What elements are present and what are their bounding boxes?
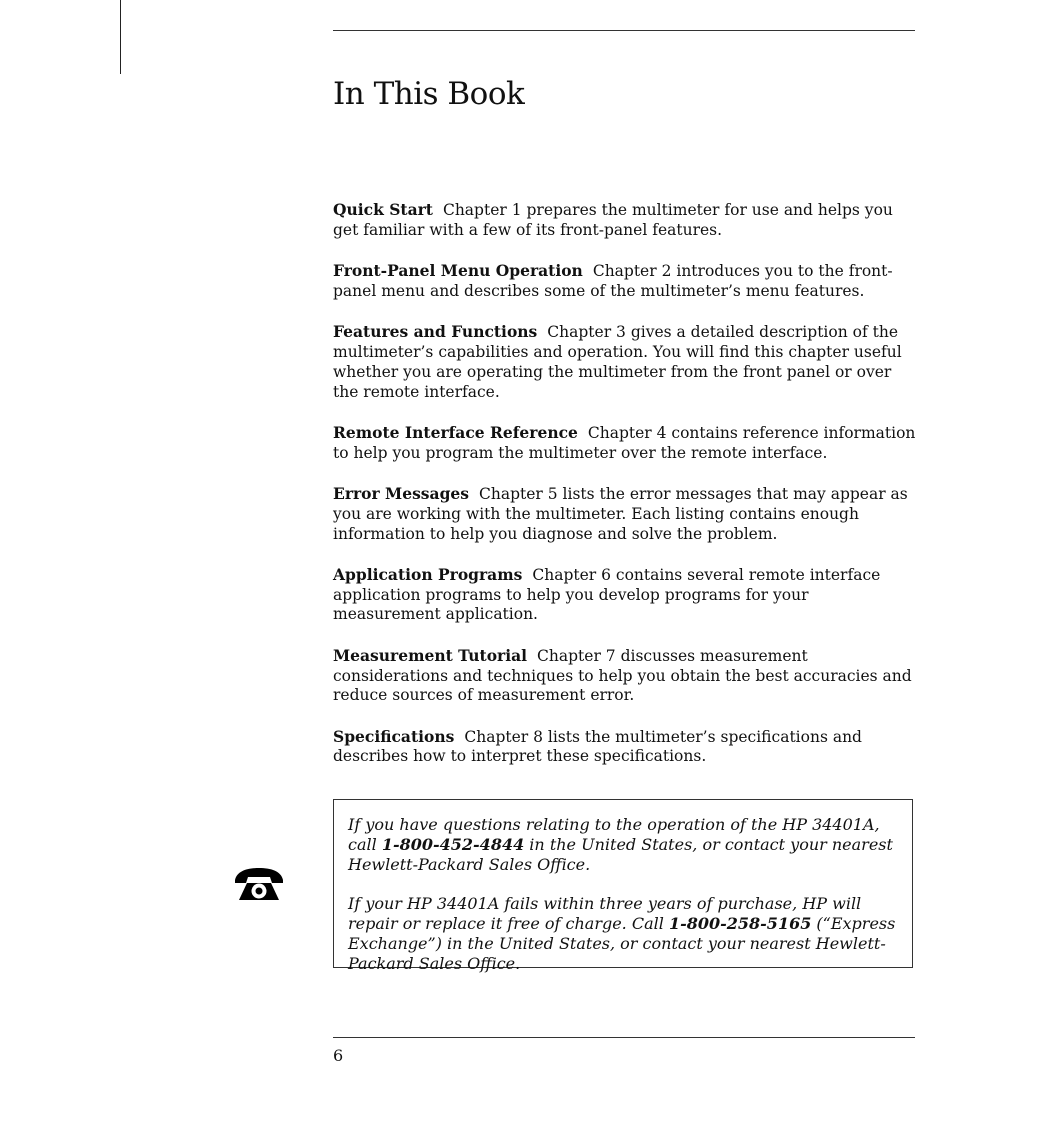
section-front-panel-menu — [333, 261, 918, 302]
section-error-messages — [333, 484, 918, 544]
note-text: If you have questions relating to the operation of the HP 34401A, call — [348, 815, 880, 854]
section-title: Quick Start — [333, 200, 433, 219]
support-note-box — [333, 799, 913, 973]
phone-number: 1-800-258-5165 — [668, 914, 812, 933]
warranty-note — [348, 894, 898, 974]
section-application-programs — [333, 565, 918, 625]
section-body: Chapter 5 lists the error messages that may appear as you are working with the multimeter. Each listing contains enough information to help you diagnose and solve the problem. — [333, 484, 908, 543]
section-title: Measurement Tutorial — [333, 645, 528, 665]
page-title: In This Book — [333, 76, 525, 112]
note-text: If your HP 34401A fails within three years of purchase, HP will repair or replace it free of charge. Call — [348, 894, 862, 933]
section-body: Chapter 1 prepares the multimeter for use and helps you get familiar with a few of its front-panel features. — [333, 201, 893, 239]
section-body: Chapter 4 contains reference information to help you program the multimeter over the remote interface. — [333, 423, 916, 462]
section-body: Chapter 3 gives a detailed description of the multimeter’s capabilities and operation. You will find this chapter useful whether you are operating the multimeter from the front panel or over the remote interface. — [333, 323, 902, 401]
margin-mark — [120, 0, 121, 74]
section-specifications — [333, 727, 918, 768]
support-note — [348, 815, 898, 875]
section-body: Chapter 2 introduces you to the front-panel menu and describes some of the multimeter’s menu features. — [333, 262, 893, 300]
section-title: Specifications — [333, 726, 455, 746]
section-body: Chapter 6 contains several remote interface application programs to help you develop programs for your measurement application. — [333, 565, 881, 624]
section-remote-interface — [333, 423, 918, 464]
note-text: in the United States, or contact your nearest Hewlett-Packard Sales Office. — [348, 835, 893, 874]
note-text: (“Express Exchange”) in the United States, or contact your nearest Hewlett-Packard Sales Office. — [348, 914, 896, 973]
chapter-list — [333, 200, 918, 788]
section-features — [333, 322, 918, 402]
telephone-icon — [233, 866, 285, 904]
section-title: Features and Functions — [333, 322, 538, 342]
section-title: Error Messages — [333, 483, 469, 503]
section-body: Chapter 7 discusses measurement considerations and techniques to help you obtain the best accuracies and reduce sources of measurement error. — [333, 646, 912, 705]
section-title: Remote Interface Reference — [333, 422, 578, 442]
bottom-rule — [333, 1037, 915, 1038]
page-number: 6 — [333, 1046, 344, 1065]
section-quick-start — [333, 200, 918, 241]
section-title: Application Programs — [333, 564, 523, 584]
top-rule — [333, 30, 915, 31]
section-title: Front-Panel Menu Operation — [333, 261, 583, 281]
section-body: Chapter 8 lists the multimeter’s specifications and describes how to interpret these specifications. — [333, 727, 862, 766]
section-measurement-tutorial — [333, 646, 918, 706]
phone-number: 1-800-452-4844 — [381, 835, 525, 854]
